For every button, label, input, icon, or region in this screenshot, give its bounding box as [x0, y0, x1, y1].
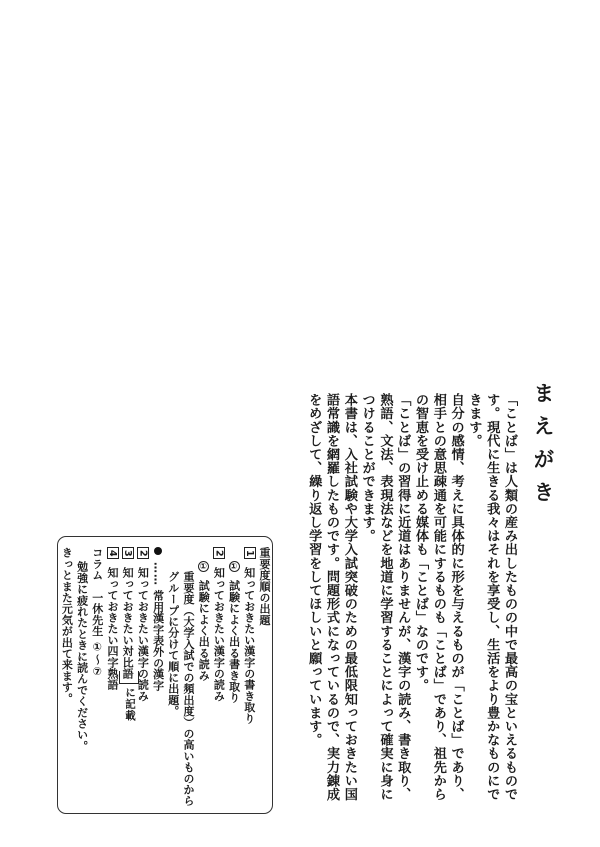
bullet-icon [154, 547, 162, 555]
preface-paragraph: 自分の感情、考えに具体的に形を与えるものが「ことば」であり、相手との意思疎通を可能にするものも「ことば」であり、祖先からの智恵を受け止める媒体も「ことば」なのです。 [413, 393, 464, 801]
table-of-contents [60, 547, 272, 807]
preface-paragraph: 「ことば」は人類の産み出したものの中で最高の宝といえるものです。現代に生きる我々はそれを享受し、生活をより豊かなものにできます。 [466, 393, 517, 801]
toc-item [242, 547, 257, 803]
item-label: 知っておきたい漢字の読み [212, 567, 226, 702]
bracket-note: に記載 [124, 687, 136, 722]
item-label: 知っておきたい対比語 [121, 567, 135, 680]
page-title: まえがき [531, 382, 555, 514]
item-number: 4 [107, 547, 119, 559]
bracket-mark [119, 671, 139, 684]
toc-note: グループに分けて順に出題。 [166, 571, 180, 717]
item-number: 3 [122, 547, 134, 559]
section-title: 常用漢字表外の漢字 [151, 590, 165, 691]
column-range: ①〜⑦ [90, 640, 104, 679]
preface-paragraph: 「ことば」の習得に近道はありませんが、漢字の読み、書き取り、熟語、文法、表現法などを地道に学習することによって確実に身につけることができます。 [359, 393, 411, 801]
item-label: 知っておきたい漢字の読み [136, 567, 150, 702]
item-number: 2 [213, 547, 225, 559]
item-label: 知っておきたい四字熟語 [105, 567, 119, 691]
column-description: きっとまた元気が出て来ます。 [60, 547, 74, 704]
section-heading: 重要度順の出題 [258, 547, 271, 626]
column-description: 勉強に疲れたときに読んでください。 [75, 561, 89, 752]
toc-subitem [196, 547, 211, 803]
subitem-number: ① [198, 562, 209, 573]
toc-subitem [226, 547, 241, 803]
subitem-label: 試験によく出る読み [197, 580, 211, 681]
toc-item [211, 547, 226, 803]
item-label: 知っておきたい漢字の書き取り [242, 567, 256, 724]
subitem-number: ① [228, 562, 239, 573]
table-of-contents-box [57, 536, 273, 814]
item-number: 2 [137, 547, 149, 559]
toc-note: 重要度（大学入試での頻出度）の高いものから [181, 571, 195, 807]
preface-paragraph: 本書は、入社試験や大学入試突破のための最低限知っておきたい国語常識を網羅したものです。問題形式になっているので、実力錬成をめざして、繰り返し学習をしてほしいと願っています。 [306, 393, 357, 801]
item-number: 1 [244, 547, 256, 559]
column-title: コラム 一休先生 [90, 547, 104, 637]
subitem-label: 試験によく出る書き取り [227, 580, 241, 704]
toc-item [105, 547, 120, 803]
column-heading [90, 547, 105, 803]
section-heading-2 [150, 547, 165, 803]
preface-body [292, 393, 518, 813]
leader-dots: …… [151, 562, 165, 587]
